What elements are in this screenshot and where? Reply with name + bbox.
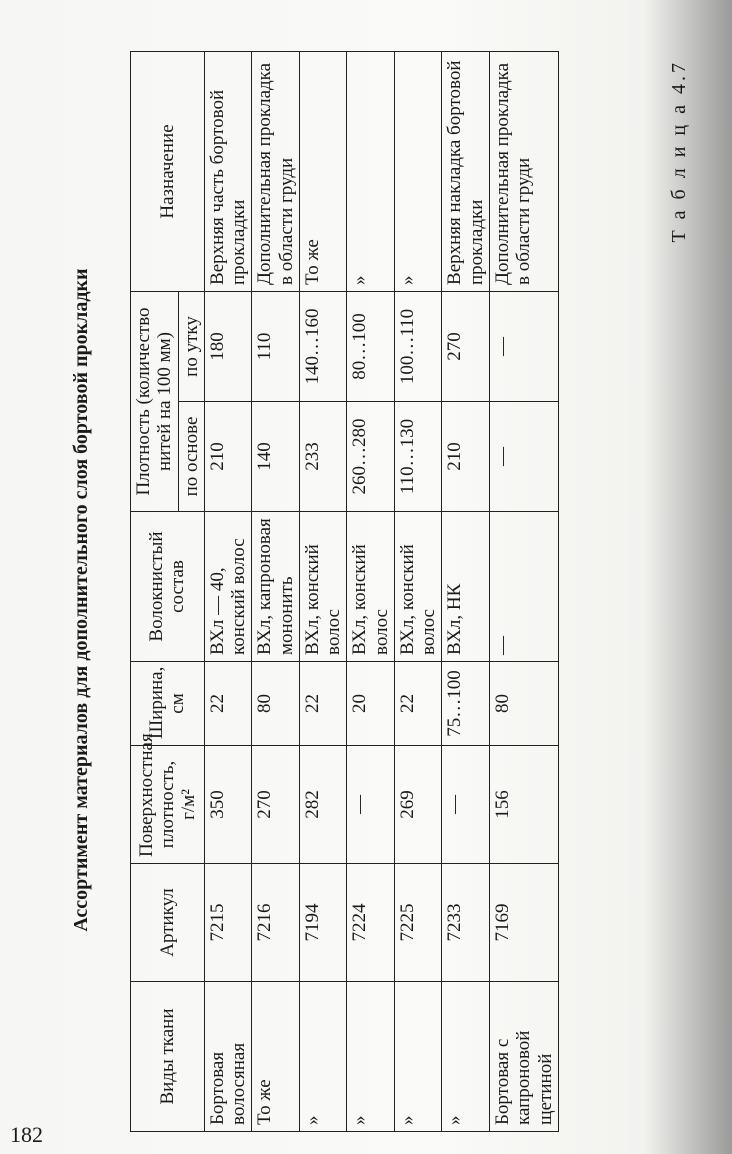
cell-weft: 270 — [442, 291, 490, 401]
cell-fiber: ВХл, НК — [442, 512, 490, 662]
header-density: Плотность (количество нитей на 100 мм) — [131, 291, 179, 511]
cell-warp: 260…280 — [347, 402, 395, 512]
cell-width: 22 — [394, 662, 442, 746]
cell-article: 7233 — [442, 864, 490, 982]
cell-purpose: То же — [299, 51, 347, 291]
cell-surface-density: 282 — [299, 746, 347, 864]
header-width: Ширина, см — [131, 662, 205, 746]
rotated-table-block — [30, 50, 690, 1150]
cell-warp: — — [489, 402, 558, 512]
cell-width: 80 — [252, 662, 300, 746]
header-type: Виды ткани — [131, 982, 205, 1132]
table-title: Ассортимент материалов для дополнительного слоя бортовой прокладки — [70, 268, 92, 932]
cell-purpose: » — [394, 51, 442, 291]
header-article: Артикул — [131, 864, 205, 982]
cell-article: 7225 — [394, 864, 442, 982]
cell-weft: 140…160 — [299, 291, 347, 401]
cell-weft: 110 — [252, 291, 300, 401]
table-row — [347, 51, 395, 1131]
table-row — [489, 51, 558, 1131]
cell-warp: 140 — [252, 402, 300, 512]
table-label: Т а б л и ц а 4.7 — [668, 60, 690, 243]
cell-surface-density: 269 — [394, 746, 442, 864]
cell-fiber: ВХл, капроновая мононить — [252, 512, 300, 662]
cell-surface-density: 270 — [252, 746, 300, 864]
header-fiber: Волокнистый состав — [131, 512, 205, 662]
cell-fiber: ВХл, конский волос — [299, 512, 347, 662]
cell-type: » — [394, 982, 442, 1132]
cell-type: То же — [252, 982, 300, 1132]
cell-purpose: Верхняя накладка бортовой прокладки — [442, 51, 490, 291]
header-warp: по основе — [178, 402, 204, 512]
header-weft: по утку — [178, 291, 204, 401]
table-row — [394, 51, 442, 1131]
cell-width: 75…100 — [442, 662, 490, 746]
materials-table — [130, 51, 559, 1132]
table-row — [252, 51, 300, 1131]
table-row — [204, 51, 252, 1131]
cell-width: 80 — [489, 662, 558, 746]
table-body — [204, 51, 558, 1131]
cell-warp: 110…130 — [394, 402, 442, 512]
cell-surface-density: — — [442, 746, 490, 864]
cell-type: » — [299, 982, 347, 1132]
header-surface-density: Поверхностная плотность, г/м² — [131, 746, 205, 864]
cell-type: Бортовая с капроновой щетиной — [489, 982, 558, 1132]
cell-article: 7194 — [299, 864, 347, 982]
cell-type: Бортовая волосяная — [204, 982, 252, 1132]
cell-fiber: ВХл — 40, конский волос — [204, 512, 252, 662]
cell-weft: 180 — [204, 291, 252, 401]
header-row — [131, 51, 179, 1131]
cell-surface-density: — — [347, 746, 395, 864]
table-row — [299, 51, 347, 1131]
cell-article: 7169 — [489, 864, 558, 982]
table-row — [442, 51, 490, 1131]
cell-surface-density: 350 — [204, 746, 252, 864]
cell-purpose: » — [347, 51, 395, 291]
cell-purpose: Верхняя часть бортовой прокладки — [204, 51, 252, 291]
cell-surface-density: 156 — [489, 746, 558, 864]
cell-width: 22 — [204, 662, 252, 746]
page-number: 182 — [10, 1122, 43, 1147]
cell-weft: 80…100 — [347, 291, 395, 401]
cell-purpose: Дополнительная прокладка в области груди — [489, 51, 558, 291]
cell-warp: 210 — [204, 402, 252, 512]
cell-weft: 100…110 — [394, 291, 442, 401]
cell-article: 7215 — [204, 864, 252, 982]
cell-type: » — [347, 982, 395, 1132]
cell-warp: 210 — [442, 402, 490, 512]
cell-warp: 233 — [299, 402, 347, 512]
cell-fiber: — — [489, 512, 558, 662]
cell-fiber: ВХл, конский волос — [347, 512, 395, 662]
cell-type: » — [442, 982, 490, 1132]
header-purpose: Назначение — [131, 51, 205, 291]
cell-purpose: Дополнительная прокладка в области груди — [252, 51, 300, 291]
cell-width: 22 — [299, 662, 347, 746]
cell-article: 7224 — [347, 864, 395, 982]
cell-article: 7216 — [252, 864, 300, 982]
cell-fiber: ВХл, конский волос — [394, 512, 442, 662]
cell-weft: — — [489, 291, 558, 401]
cell-width: 20 — [347, 662, 395, 746]
